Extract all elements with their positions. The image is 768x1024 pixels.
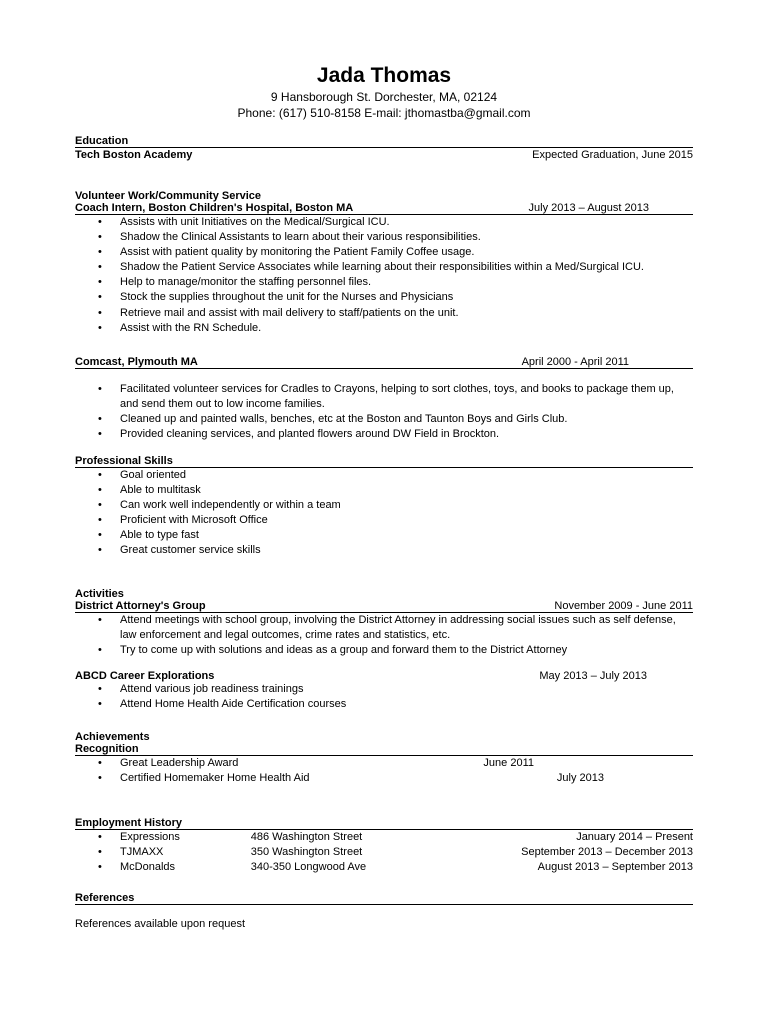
- abcd-duties: [75, 682, 693, 712]
- recognition-list: [75, 756, 693, 786]
- list-item: • Assist with the RN Schedule.: [75, 321, 693, 336]
- list-item: • Can work well independently or within a team: [75, 498, 693, 513]
- table-row: [75, 830, 693, 845]
- award-date: June 2011: [483, 757, 534, 769]
- employment-dates: August 2013 – September 2013: [537, 861, 693, 874]
- award-label: • Great Leadership Award: [120, 757, 239, 769]
- list-item: • Proficient with Microsoft Office: [75, 513, 693, 528]
- list-item: • Provided cleaning services, and planted flowers around DW Field in Brockton.: [75, 427, 693, 442]
- list-item: • Able to multitask: [75, 483, 693, 498]
- recognition-heading: Recognition: [75, 743, 693, 756]
- graduation-date: Expected Graduation, June 2015: [532, 149, 693, 161]
- list-item: [75, 771, 693, 786]
- da-group-duties: [75, 613, 693, 658]
- employer-address: 340-350 Longwood Ave: [250, 861, 367, 874]
- list-item: • Goal oriented: [75, 468, 693, 483]
- list-item: [75, 756, 693, 771]
- volunteer-heading: Volunteer Work/Community Service: [75, 190, 262, 202]
- list-item: • Shadow the Patient Service Associates while learning about their responsibilities within a Med/Surgical ICU.: [75, 260, 693, 275]
- employment-dates: September 2013 – December 2013: [521, 846, 693, 859]
- list-item: • Great customer service skills: [75, 543, 693, 558]
- volunteer-duties: [75, 215, 693, 336]
- education-section: [75, 135, 693, 161]
- volunteer-dates: July 2013 – August 2013: [528, 202, 649, 214]
- employment-section: [75, 817, 693, 875]
- list-item: • Able to type fast: [75, 528, 693, 543]
- list-item: • Attend various job readiness trainings: [75, 682, 693, 697]
- comcast-duties: [75, 382, 693, 442]
- abcd-title: ABCD Career Explorations: [75, 670, 215, 683]
- list-item: • Try to come up with solutions and ideas as a group and forward them to the District Attorney: [75, 643, 693, 658]
- employer-name: • Expressions: [120, 831, 180, 843]
- award-date: July 2013: [556, 772, 604, 785]
- list-item: • Assist with patient quality by monitoring the Patient Family Coffee usage.: [75, 245, 693, 260]
- list-item: • Shadow the Clinical Assistants to learn about their various responsibilities.: [75, 230, 693, 245]
- volunteer-position: Coach Intern, Boston Children's Hospital, Boston MA: [75, 202, 354, 214]
- employer-address: 486 Washington Street: [250, 831, 363, 843]
- references-heading: References: [75, 892, 693, 905]
- employment-heading: Employment History: [75, 817, 693, 830]
- award-label: • Certified Homemaker Home Health Aid: [120, 772, 310, 785]
- activities-section: [75, 588, 693, 712]
- comcast-title: Comcast, Plymouth MA: [75, 356, 198, 368]
- employer-name: • TJMAXX: [120, 846, 164, 859]
- list-item: • Facilitated volunteer services for Cradles to Crayons, helping to sort clothes, toys, and books to package them up, and send them out to low income families.: [75, 382, 693, 412]
- candidate-name: Jada Thomas: [316, 64, 452, 87]
- list-item: • Cleaned up and painted walls, benches, etc at the Boston and Taunton Boys and Girls Club.: [75, 412, 693, 427]
- references-text: References available upon request: [75, 918, 246, 930]
- list-item: • Help to manage/monitor the staffing personnel files.: [75, 275, 693, 290]
- employer-address: 350 Washington Street: [250, 846, 363, 859]
- school-name: Tech Boston Academy: [75, 149, 193, 161]
- list-item: • Assists with unit Initiatives on the Medical/Surgical ICU.: [75, 215, 693, 230]
- da-group-title: District Attorney's Group: [75, 600, 206, 612]
- employment-list: [75, 830, 693, 875]
- abcd-dates: May 2013 – July 2013: [539, 670, 647, 683]
- list-item: • Retrieve mail and assist with mail delivery to staff/patients on the unit.: [75, 306, 693, 321]
- contact-line: Phone: (617) 510-8158 E-mail: jthomastba@gmail.com: [237, 106, 531, 120]
- comcast-section: [75, 356, 693, 442]
- employment-dates: January 2014 – Present: [576, 831, 693, 843]
- skills-list: [75, 468, 693, 559]
- achievements-section: [75, 731, 693, 786]
- skills-heading: Professional Skills: [75, 455, 693, 468]
- employer-name: • McDonalds: [120, 861, 176, 874]
- list-item: • Attend meetings with school group, involving the District Attorney in addressing social issues such as self defense, law enforcement and legal outcomes, crime rates and statistics, etc.: [75, 613, 693, 643]
- volunteer-section: [75, 190, 693, 336]
- table-row: [75, 860, 693, 875]
- skills-section: [75, 455, 693, 559]
- list-item: • Attend Home Health Aide Certification courses: [75, 697, 693, 712]
- comcast-dates: April 2000 - April 2011: [521, 356, 629, 368]
- activities-heading: Activities: [75, 588, 124, 600]
- address-line: 9 Hansborough St. Dorchester, MA, 02124: [270, 90, 498, 104]
- table-row: [75, 845, 693, 860]
- da-group-dates: November 2009 - June 2011: [554, 600, 693, 612]
- achievements-heading: Achievements: [75, 731, 150, 743]
- education-heading: Education: [75, 135, 693, 148]
- references-section: [75, 892, 693, 930]
- list-item: • Stock the supplies throughout the unit for the Nurses and Physicians: [75, 290, 693, 305]
